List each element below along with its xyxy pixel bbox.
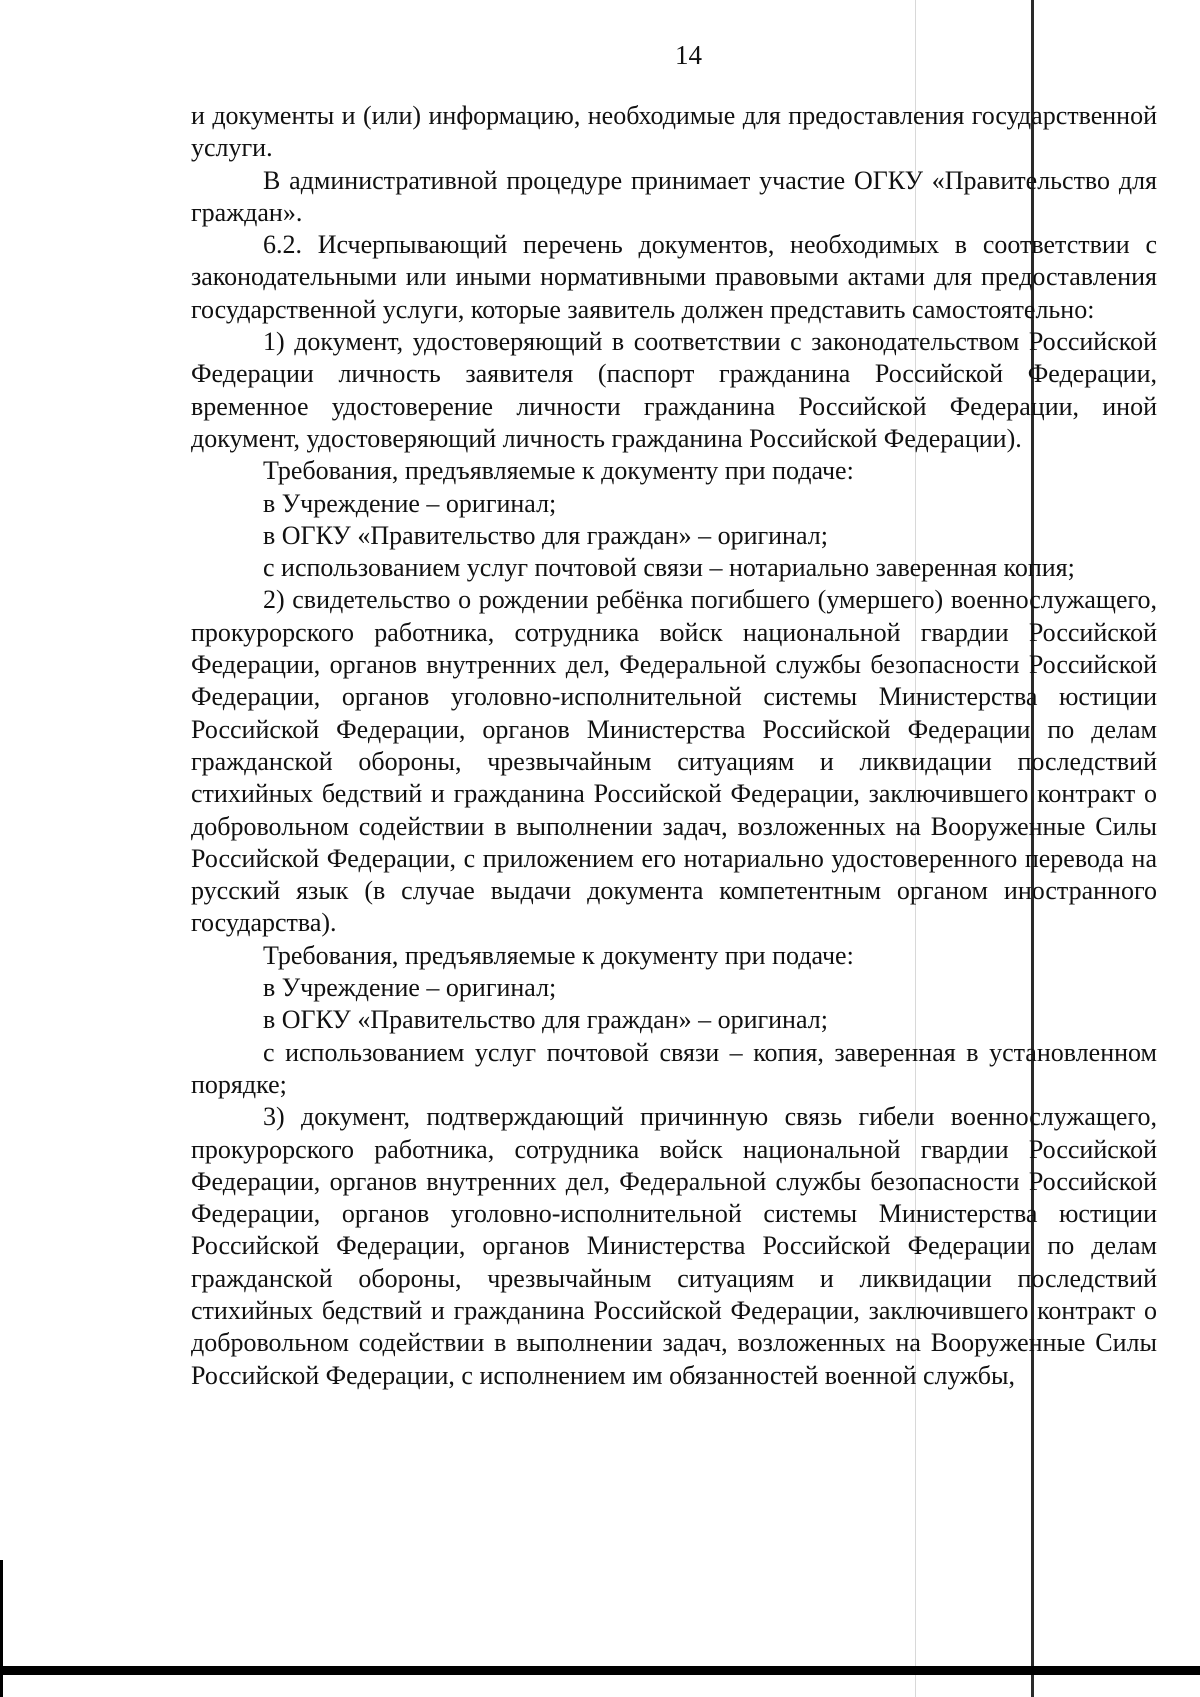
requirements-heading: Требования, предъявляемые к документу при подаче: (263, 456, 854, 486)
requirement-item: с использованием услуг почтовой связи – копия, заверенная в установленном порядке; (191, 1037, 1157, 1099)
requirement-item: в Учреждение – оригинал; (263, 973, 557, 1003)
requirements-heading: Требования, предъявляемые к документу при подаче: (263, 940, 854, 970)
paragraph: и документы и (или) информацию, необходимые для предоставления государственной услуги. (191, 101, 1157, 163)
paragraph: 6.2. Исчерпывающий перечень документов, необходимых в соответствии с законодательными или иными нормативными правовыми актами для предоставления государственной услуги, которые заявитель должен представить самостоятельно: (191, 230, 1157, 324)
requirement-item: в ОГКУ «Правительство для граждан» – оригинал; (263, 1005, 828, 1035)
requirement-item: с использованием услуг почтовой связи – нотариально заверенная копия; (263, 553, 1075, 583)
requirement-item: в ОГКУ «Правительство для граждан» – оригинал; (263, 520, 828, 550)
page-number: 14 (675, 40, 702, 70)
document-body (191, 100, 1157, 1392)
scan-edge-left (0, 1560, 3, 1697)
scan-edge-bottom (0, 1666, 1200, 1675)
requirement-item: в Учреждение – оригинал; (263, 488, 557, 518)
list-item-2: 2) свидетельство о рождении ребёнка погибшего (умершего) военнослужащего, прокурорского работника, сотрудника войск национальной гвардии Российской Федерации, органов внутренних дел, Федеральной службы безопасности Российской Федерации, органов уголовно-исполнительной системы Министерства юстиции Российской Федерации, органов Министерства Российской Федерации по делам гражданской обороны, чрезвычайным ситуациям и ликвидации последствий стихийных бедствий и гражданина Российской Федерации, заключившего контракт о добровольном содействии в выполнении задач, возложенных на Вооруженные Силы Российской Федерации, с приложением его нотариально удостоверенного перевода на русский язык (в случае выдачи документа компетентным органом иностранного государства). (191, 585, 1157, 938)
list-item-1: 1) документ, удостоверяющий в соответствии с законодательством Российской Федерации личность заявителя (паспорт гражданина Российской Федерации, временное удостоверение личности гражданина Российской Федерации, иной документ, удостоверяющий личность гражданина Российской Федерации). (191, 327, 1157, 453)
list-item-3: 3) документ, подтверждающий причинную связь гибели военнослужащего, прокурорского работника, сотрудника войск национальной гвардии Российской Федерации, органов внутренних дел, Федеральной службы безопасности Российской Федерации, органов уголовно-исполнительной системы Министерства юстиции Российской Федерации, органов Министерства Российской Федерации по делам гражданской обороны, чрезвычайным ситуациям и ликвидации последствий стихийных бедствий и гражданина Российской Федерации, заключившего контракт о добровольном содействии в выполнении задач, возложенных на Вооруженные Силы Российской Федерации, с исполнением им обязанностей военной службы, (191, 1102, 1157, 1390)
paragraph: В административной процедуре принимает участие ОГКУ «Правительство для граждан». (191, 165, 1157, 227)
